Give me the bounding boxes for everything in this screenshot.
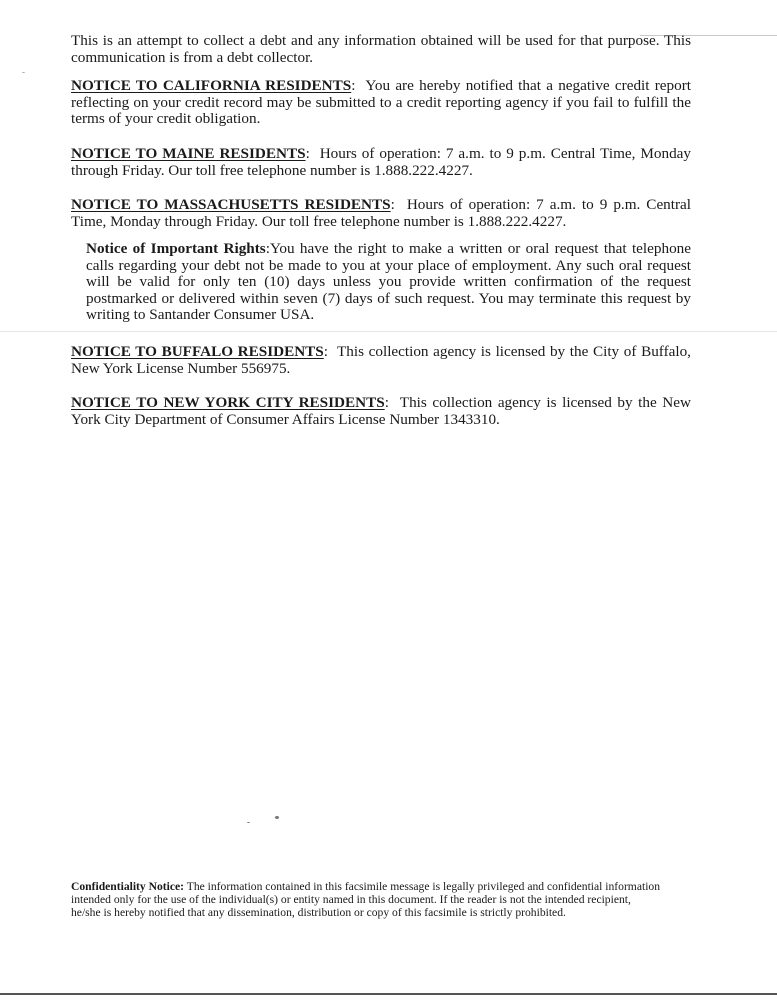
important-rights-notice bbox=[86, 241, 691, 324]
california-notice bbox=[71, 78, 691, 128]
california-notice-body: You are hereby notified that a negative credit report reflecting on your credit record may be submitted to a credit reporting agency if you fail to fulfill the terms of your credit obligation. bbox=[71, 77, 692, 128]
important-rights-separator: : bbox=[265, 240, 270, 257]
scan-line-middle bbox=[0, 331, 777, 332]
california-notice-heading: NOTICE TO CALIFORNIA RESIDENTS bbox=[71, 77, 352, 94]
important-rights-heading: Notice of Important Rights bbox=[86, 240, 266, 257]
maine-notice bbox=[71, 146, 691, 179]
massachusetts-notice-body: Hours of operation: 7 a.m. to 9 p.m. Central Time, Monday through Friday. Our toll free telephone number is 1.888.222.4227. bbox=[71, 196, 692, 230]
buffalo-notice bbox=[71, 344, 691, 377]
maine-notice-separator: : bbox=[305, 145, 310, 162]
new-york-city-notice-heading: NOTICE TO NEW YORK CITY RESIDENTS bbox=[71, 394, 385, 411]
debt-collection-notice bbox=[71, 33, 691, 66]
buffalo-notice-separator: : bbox=[323, 343, 328, 360]
confidentiality-notice-body: The information contained in this facsimile message is legally privileged and confidential information intended only for the use of the individual(s) or entity named in this document. If the reader is not the intended recipient, he/she is hereby notified that any dissemination, distribution or copy of this facsimile is strictly prohibited. bbox=[71, 880, 661, 920]
maine-notice-body: Hours of operation: 7 a.m. to 9 p.m. Central Time, Monday through Friday. Our toll free telephone number is 1.888.222.4227. bbox=[71, 145, 691, 179]
debt-collection-notice-text: This is an attempt to collect a debt and any information obtained will be used for that purpose. This communication is from a debt collector. bbox=[71, 32, 691, 66]
massachusetts-notice-heading: NOTICE TO MASSACHUSETTS RESIDENTS bbox=[71, 196, 391, 213]
maine-notice-heading: NOTICE TO MAINE RESIDENTS bbox=[71, 145, 306, 162]
buffalo-notice-heading: NOTICE TO BUFFALO RESIDENTS bbox=[71, 343, 324, 360]
scan-speck bbox=[247, 822, 250, 823]
important-rights-body: You have the right to make a written or oral request that telephone calls regarding your debt not be made to you at your place of employment. Any such oral request will be valid for only ten (10) days unless you provide written confirmation of the request postmarked or delivered within seven (7) days of such request. You may terminate this request by writing to Santander Consumer USA. bbox=[86, 240, 691, 324]
california-notice-separator: : bbox=[351, 77, 356, 94]
scan-speck bbox=[22, 72, 25, 73]
scan-line-bottom bbox=[0, 993, 777, 995]
massachusetts-notice-separator: : bbox=[390, 196, 395, 213]
confidentiality-notice bbox=[71, 880, 661, 920]
buffalo-notice-body: This collection agency is licensed by the City of Buffalo, New York License Number 556975. bbox=[71, 343, 691, 377]
new-york-city-notice-body: This collection agency is licensed by the New York City Department of Consumer Affairs License Number 1343310. bbox=[71, 394, 691, 428]
scan-speck bbox=[275, 816, 279, 819]
new-york-city-notice bbox=[71, 395, 691, 428]
confidentiality-notice-heading: Confidentiality Notice: bbox=[71, 880, 185, 893]
massachusetts-notice bbox=[71, 197, 691, 230]
new-york-city-notice-separator: : bbox=[384, 394, 389, 411]
